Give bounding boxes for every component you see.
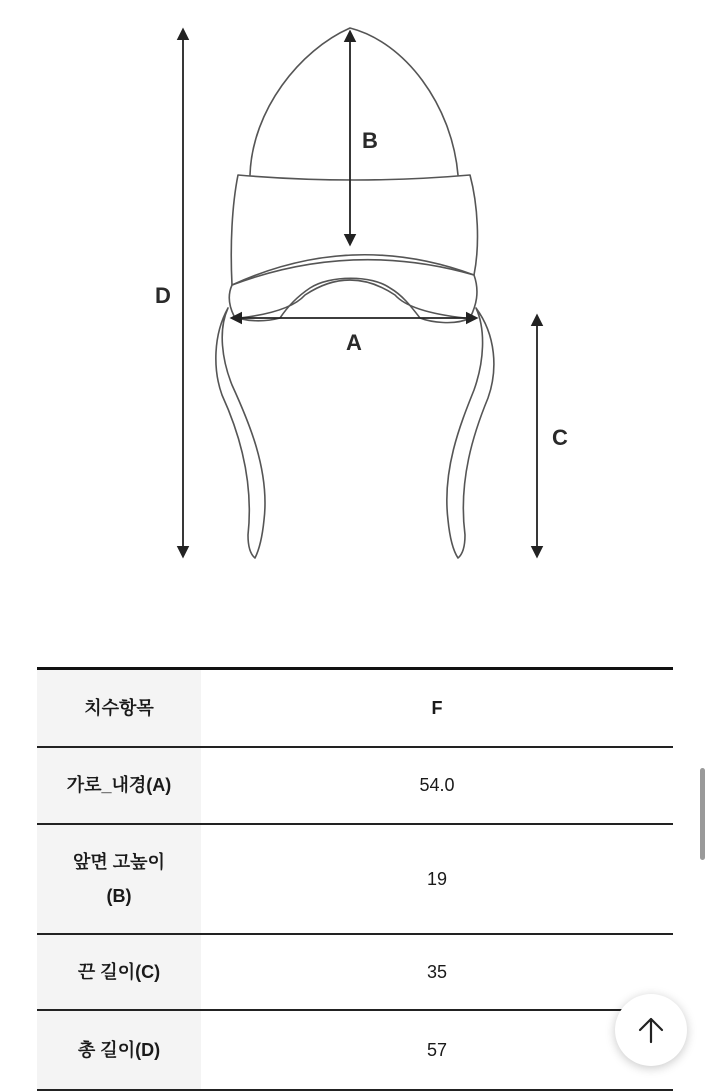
label-a: A bbox=[346, 330, 362, 355]
arrow-up-icon bbox=[636, 1015, 666, 1045]
row-label-cell: 끈 길이(C) bbox=[37, 934, 201, 1010]
hat-brim-inner bbox=[240, 280, 465, 318]
scroll-to-top-button[interactable] bbox=[615, 994, 687, 1066]
table-row bbox=[37, 824, 673, 934]
table-row bbox=[37, 934, 673, 1010]
row-label-cell: 총 길이(D) bbox=[37, 1010, 201, 1090]
table-row bbox=[37, 747, 673, 824]
page-scrollbar[interactable] bbox=[700, 768, 705, 860]
hat-left-strap bbox=[216, 308, 265, 558]
size-table bbox=[37, 667, 673, 1091]
label-b: B bbox=[362, 128, 378, 153]
row-label-cell: 가로_내경(A) bbox=[37, 747, 201, 824]
hat-brim bbox=[229, 255, 477, 323]
hat-band bbox=[231, 175, 477, 285]
hat-outline bbox=[216, 28, 494, 558]
row-value-cell: 54.0 bbox=[201, 747, 673, 824]
header-value-cell: F bbox=[201, 669, 673, 747]
hat-right-strap bbox=[447, 308, 494, 558]
row-label-line2: (B) bbox=[106, 885, 132, 906]
label-c: C bbox=[552, 425, 568, 450]
hat-crown bbox=[250, 28, 458, 175]
table-header-row bbox=[37, 669, 673, 747]
row-value-cell: 35 bbox=[201, 934, 673, 1010]
row-label-cell bbox=[37, 824, 201, 934]
row-value-cell: 19 bbox=[201, 824, 673, 934]
row-label-line1: 앞면 고높이 bbox=[73, 851, 165, 872]
table-row bbox=[37, 1010, 673, 1090]
measurement-arrows bbox=[183, 30, 537, 556]
row-value-cell: 57 bbox=[201, 1010, 673, 1090]
label-d: D bbox=[155, 283, 171, 308]
header-label-cell: 치수항목 bbox=[37, 669, 201, 747]
